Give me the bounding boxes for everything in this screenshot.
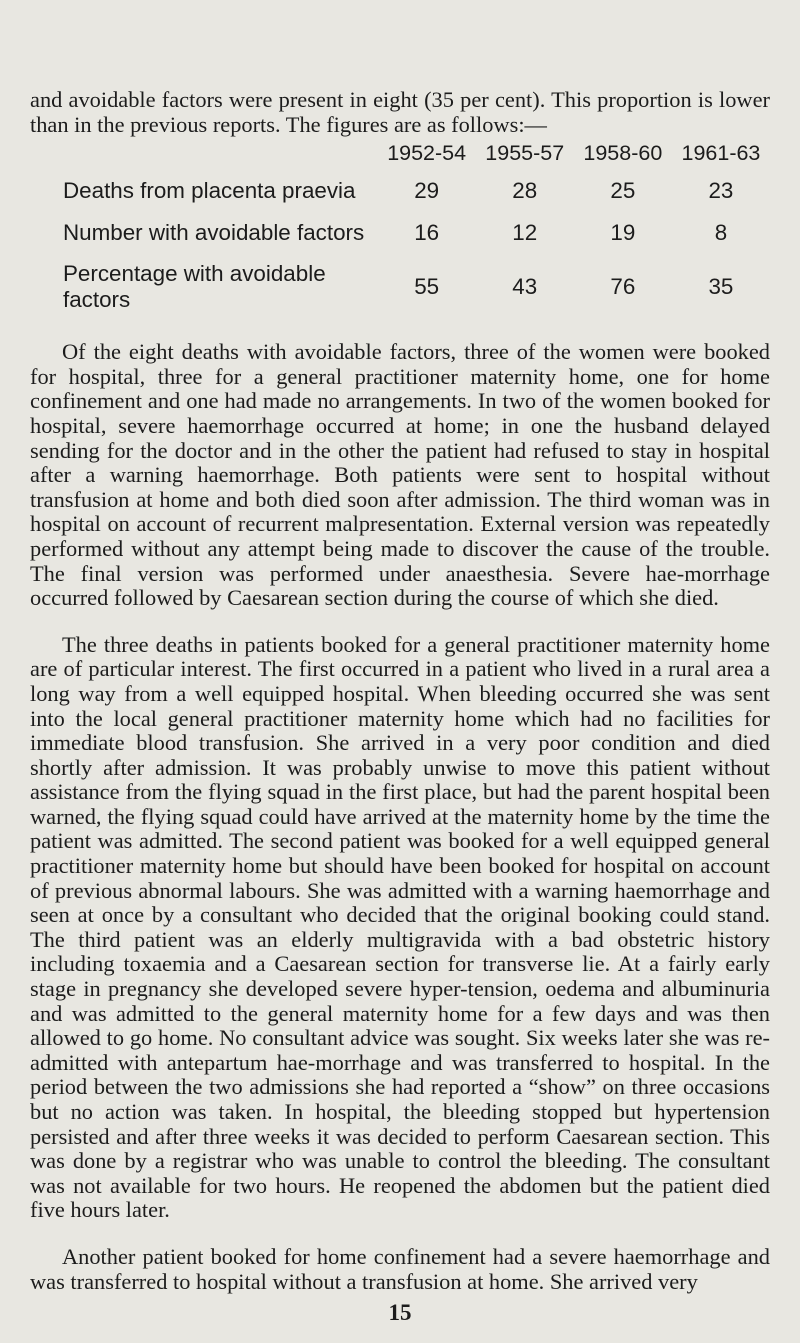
table-header-period: 1961-63 (681, 141, 761, 166)
table-cell: 12 (512, 220, 538, 246)
intro-paragraph: and avoidable factors were present in eight (35 per cent). This proportion is lower than in the previous reports. The figures are as follows:— (30, 87, 770, 137)
table-cell: 76 (610, 274, 636, 300)
row-label: Number with avoidable factors (63, 220, 365, 246)
table-cell: 25 (610, 178, 636, 204)
table-row (63, 254, 770, 320)
row-label: Deaths from placenta praevia (63, 178, 356, 204)
table-header-period: 1952-54 (387, 141, 467, 166)
figures-table (63, 141, 770, 320)
table-cell: 43 (512, 274, 538, 300)
table-header-blank (63, 141, 378, 170)
table-header-row (63, 141, 770, 170)
spacer (30, 611, 770, 633)
table-cell: 35 (708, 274, 734, 300)
row-label: Percentage with avoidable factors (63, 261, 326, 313)
spacer (30, 1223, 770, 1245)
table-cell: 16 (414, 220, 440, 246)
table-header-period: 1955-57 (485, 141, 565, 166)
table-row (63, 170, 770, 212)
spacer (30, 320, 770, 340)
table-cell: 29 (414, 178, 440, 204)
table-cell: 55 (414, 274, 440, 300)
table-cell: 28 (512, 178, 538, 204)
table-row (63, 212, 770, 254)
table-cell: 8 (714, 220, 728, 246)
table-header-period: 1958-60 (583, 141, 663, 166)
table-cell: 23 (708, 178, 734, 204)
body-paragraph: The three deaths in patients booked for a general practitioner maternity home are of particular interest. The first occurred in a patient who lived in a rural area a long way from a well equipped hospital. When bleeding occurred she was sent into the local general practitioner maternity home which had no facilities for immediate blood transfusion. She arrived in a very poor condition and died shortly after admission. It was probably unwise to move this patient without assistance from the flying squad in the first place, but had the parent hospital been warned, the flying squad could have arrived at the maternity home by the time the patient was admitted. The second patient was booked for a well equipped general practitioner maternity home but should have been booked for hospital on account of previous abnormal labours. She was admitted with a warning haemorrhage and seen at once by a consultant who decided that the original booking could stand. The third patient was an elderly multigravida with a bad obstetric history including toxaemia and a Caesarean section for transverse lie. At a fairly early stage in pregnancy she developed severe hyper-tension, oedema and albuminuria and was admitted to the general maternity home for a few days and was then allowed to go home. No consultant advice was sought. Six weeks later she was re-admitted with antepartum hae-morrhage and was transferred to hospital. In the period between the two admissions she had reported a “show” on three occasions but no action was taken. In hospital, the bleeding stopped but hypertension persisted and after three weeks it was decided to perform Caesarean section. This was done by a registrar who was unable to control the bleeding. The consultant was not available for two hours. He reopened the abdomen but the patient died five hours later. (30, 631, 770, 1223)
body-paragraph: Of the eight deaths with avoidable factors, three of the women were booked for hospital, three for a general practitioner maternity home, one for home confinement and one had made no arrangements. In two of the women booked for hospital, severe haemorrhage occurred at home; in one the husband delayed sending for the doctor and in the other the patient had refused to stay in hospital after a warning haemorrhage. Both patients were sent to hospital without transfusion at home and both died soon after admission. The third woman was in hospital on account of recurrent malpresentation. External version was repeatedly performed without any attempt being made to discover the cause of the trouble. The final version was performed under anaesthesia. Severe hae-morrhage occurred followed by Caesarean section during the course of which she died. (30, 339, 770, 611)
page-number: 15 (388, 1300, 412, 1325)
body-paragraph: Another patient booked for home confinement had a severe haemorrhage and was transferred to hospital without a transfusion at home. She arrived very (30, 1243, 770, 1294)
table-cell: 19 (610, 220, 636, 246)
